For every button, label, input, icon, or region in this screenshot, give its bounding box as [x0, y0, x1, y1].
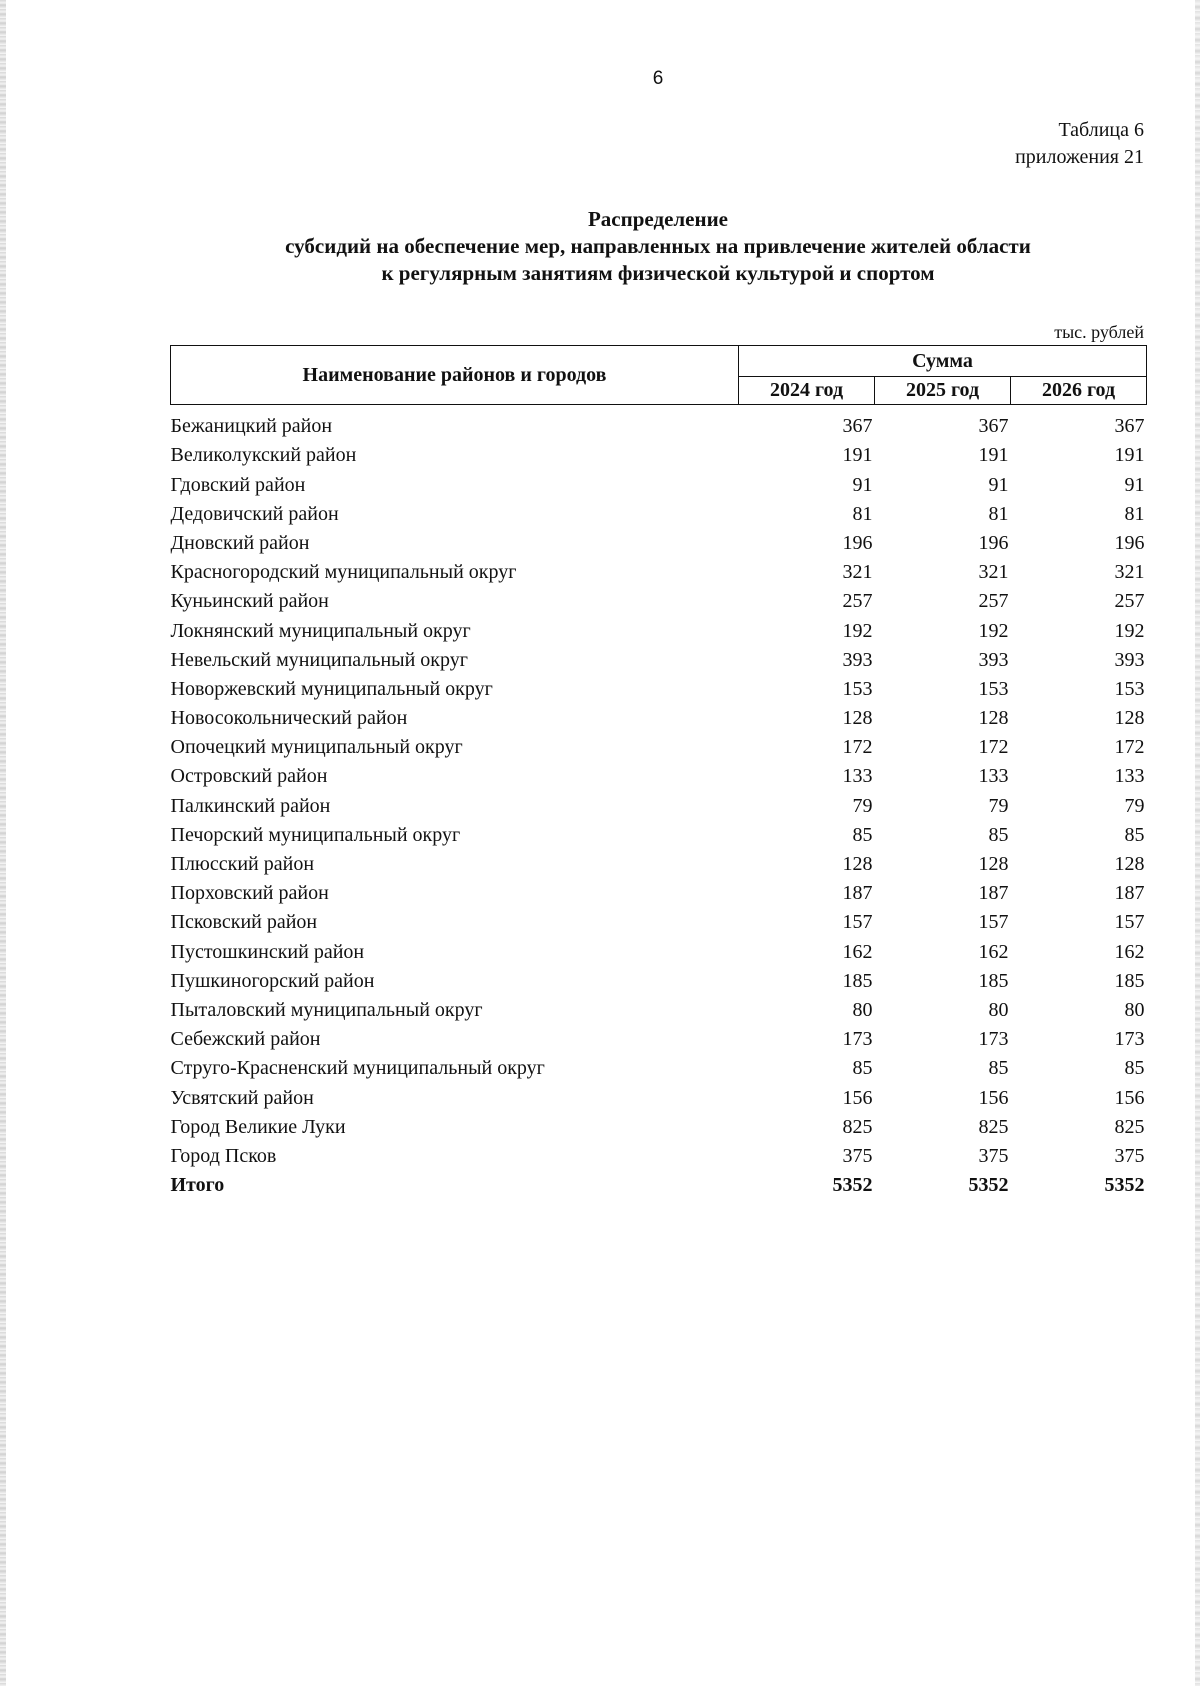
row-name: Пушкиногорский район [170, 969, 375, 992]
row-value-2026: 367 [1114, 415, 1145, 438]
row-value-2025: 79 [988, 794, 1009, 817]
table-row [171, 672, 1147, 701]
row-name: Куньинский район [170, 590, 329, 613]
appendix-number: приложения 21 [1015, 146, 1144, 168]
row-value-2024: 162 [842, 940, 873, 963]
row-name: Дедовичский район [170, 502, 339, 525]
row-value-2026: 85 [1124, 823, 1145, 846]
table-row [171, 438, 1147, 467]
row-name: Палкинский район [170, 794, 331, 817]
row-value-2025: 185 [978, 969, 1009, 992]
table-row [171, 759, 1147, 788]
row-value-2024: 128 [842, 853, 873, 875]
row-value-2026: 187 [1114, 882, 1145, 905]
row-value-2024: 257 [842, 590, 873, 613]
table-row [171, 555, 1147, 584]
table-row [171, 497, 1147, 526]
row-value-2024: 80 [852, 998, 873, 1021]
row-name: Гдовский район [170, 473, 306, 496]
table-row [171, 788, 1147, 817]
row-value-2026: 173 [1114, 1028, 1145, 1051]
row-value-2024: 192 [842, 619, 873, 642]
row-value-2025: 128 [978, 853, 1009, 875]
row-value-2024: 133 [842, 765, 873, 788]
units-label: тыс. рублей [1054, 322, 1144, 342]
row-name: Пыталовский муниципальный округ [170, 998, 483, 1021]
header-year-2026: 2026 год [1011, 377, 1147, 405]
row-value-2024: 157 [842, 911, 873, 934]
row-value-2025: 172 [978, 736, 1009, 759]
row-value-2025: 85 [988, 823, 1009, 846]
row-value-2024: 172 [842, 736, 873, 759]
row-value-2025: 393 [978, 648, 1009, 671]
row-value-2024: 825 [842, 1115, 873, 1138]
row-value-2025: 192 [978, 619, 1009, 642]
subsidy-table [170, 345, 1147, 1197]
table-row [171, 964, 1147, 993]
table-row [171, 934, 1147, 963]
row-name: Печорский муниципальный округ [170, 823, 461, 846]
row-name: Новоржевский муниципальный округ [170, 677, 493, 700]
row-name: Струго-Красненский муниципальный округ [170, 1057, 545, 1080]
row-value-2024: 128 [842, 707, 873, 730]
row-value-2025: 173 [978, 1028, 1009, 1051]
title-line-1: Распределение [587, 207, 729, 231]
row-value-2025: 825 [978, 1115, 1009, 1138]
header-name: Наименование районов и городов [171, 346, 739, 405]
row-value-2026: 191 [1114, 444, 1145, 467]
row-name: Дновский район [170, 531, 310, 554]
table-row [171, 701, 1147, 730]
header-year-2024: 2024 год [739, 377, 875, 405]
row-value-2024: 191 [842, 444, 873, 467]
row-value-2026: 79 [1124, 794, 1145, 817]
row-value-2025: 80 [988, 998, 1009, 1021]
table-number: Таблица 6 [1058, 119, 1144, 141]
row-value-2025: 196 [978, 531, 1009, 554]
row-value-2026: 81 [1124, 502, 1145, 525]
row-value-2025: 91 [988, 473, 1009, 496]
row-name: Невельский муниципальный округ [170, 648, 468, 671]
row-value-2024: 393 [842, 648, 873, 671]
row-value-2025: 367 [978, 415, 1009, 438]
row-value-2025: 156 [978, 1086, 1009, 1109]
table-row [171, 1080, 1147, 1109]
total-value-2025: 5352 [968, 1174, 1009, 1197]
row-value-2026: 128 [1114, 707, 1145, 730]
row-value-2025: 157 [978, 911, 1009, 934]
row-value-2026: 162 [1114, 940, 1145, 963]
total-value-2024: 5352 [832, 1174, 873, 1197]
header-year-2025: 2025 год [875, 377, 1011, 405]
row-name: Опочецкий муниципальный округ [170, 736, 463, 759]
table-row [171, 1110, 1147, 1139]
row-value-2024: 91 [852, 473, 873, 496]
row-value-2024: 321 [842, 561, 873, 584]
row-value-2024: 375 [842, 1144, 873, 1167]
row-value-2026: 257 [1114, 590, 1145, 613]
row-value-2024: 185 [842, 969, 873, 992]
table-row [171, 818, 1147, 847]
table-row [171, 643, 1147, 672]
row-name: Город Великие Луки [170, 1115, 346, 1138]
table-row [171, 1139, 1147, 1168]
row-value-2024: 173 [842, 1028, 873, 1051]
row-value-2024: 367 [842, 415, 873, 438]
row-value-2026: 133 [1114, 765, 1145, 788]
row-value-2026: 85 [1124, 1057, 1145, 1080]
document-title [170, 206, 1146, 287]
header-sum: Сумма [739, 346, 1147, 377]
row-value-2026: 128 [1114, 853, 1145, 875]
row-value-2025: 133 [978, 765, 1009, 788]
row-name: Плюсский район [170, 853, 315, 875]
row-name: Себежский район [170, 1028, 321, 1051]
table-row [171, 1022, 1147, 1051]
row-value-2025: 128 [978, 707, 1009, 730]
row-value-2026: 80 [1124, 998, 1145, 1021]
row-value-2025: 153 [978, 677, 1009, 700]
row-value-2026: 185 [1114, 969, 1145, 992]
scan-edge-right [1195, 0, 1200, 1686]
total-value-2026: 5352 [1104, 1174, 1145, 1197]
row-value-2024: 153 [842, 677, 873, 700]
table-row [171, 584, 1147, 613]
row-value-2025: 81 [988, 502, 1009, 525]
row-value-2024: 81 [852, 502, 873, 525]
scan-edge-left [0, 0, 6, 1686]
row-name: Великолукский район [170, 444, 357, 467]
row-value-2025: 187 [978, 882, 1009, 905]
row-value-2025: 85 [988, 1057, 1009, 1080]
table-row [171, 613, 1147, 642]
total-label: Итого [170, 1174, 225, 1197]
table-row [171, 905, 1147, 934]
row-value-2026: 825 [1114, 1115, 1145, 1138]
row-name: Новосокольнический район [170, 707, 408, 730]
row-value-2024: 79 [852, 794, 873, 817]
row-value-2025: 191 [978, 444, 1009, 467]
row-value-2024: 156 [842, 1086, 873, 1109]
row-value-2025: 257 [978, 590, 1009, 613]
row-value-2026: 156 [1114, 1086, 1145, 1109]
row-name: Бежаницкий район [170, 415, 333, 438]
page-number: 6 [652, 68, 664, 89]
row-value-2026: 375 [1114, 1144, 1145, 1167]
row-name: Город Псков [170, 1144, 277, 1167]
table-row [171, 730, 1147, 759]
row-name: Пустошкинский район [170, 940, 365, 963]
row-name: Островский район [170, 765, 328, 788]
row-name: Порховский район [170, 882, 329, 905]
table-row [171, 876, 1147, 905]
table-row [171, 847, 1147, 876]
appendix-reference [1015, 117, 1144, 171]
table-row [171, 405, 1147, 439]
row-value-2024: 196 [842, 531, 873, 554]
row-value-2026: 153 [1114, 677, 1145, 700]
row-name: Псковский район [170, 911, 318, 934]
table-row [171, 526, 1147, 555]
total-row [171, 1168, 1147, 1197]
row-value-2025: 162 [978, 940, 1009, 963]
row-value-2026: 157 [1114, 911, 1145, 934]
row-value-2026: 321 [1114, 561, 1145, 584]
row-value-2024: 85 [852, 1057, 873, 1080]
table-row [171, 993, 1147, 1022]
row-value-2026: 393 [1114, 648, 1145, 671]
title-line-2: субсидий на обеспечение мер, направленных на привлечение жителей области [285, 234, 1031, 258]
row-value-2026: 196 [1114, 531, 1145, 554]
row-value-2025: 375 [978, 1144, 1009, 1167]
row-name: Локнянский муниципальный округ [170, 619, 471, 642]
row-value-2024: 85 [852, 823, 873, 846]
row-value-2026: 192 [1114, 619, 1145, 642]
row-value-2024: 187 [842, 882, 873, 905]
table-row [171, 467, 1147, 496]
row-value-2025: 321 [978, 561, 1009, 584]
title-line-3: к регулярным занятиям физической культурой и спортом [381, 261, 935, 285]
row-value-2026: 91 [1124, 473, 1145, 496]
row-name: Усвятский район [170, 1086, 314, 1109]
row-value-2026: 172 [1114, 736, 1145, 759]
row-name: Красногородский муниципальный округ [170, 561, 517, 584]
table-row [171, 1051, 1147, 1080]
